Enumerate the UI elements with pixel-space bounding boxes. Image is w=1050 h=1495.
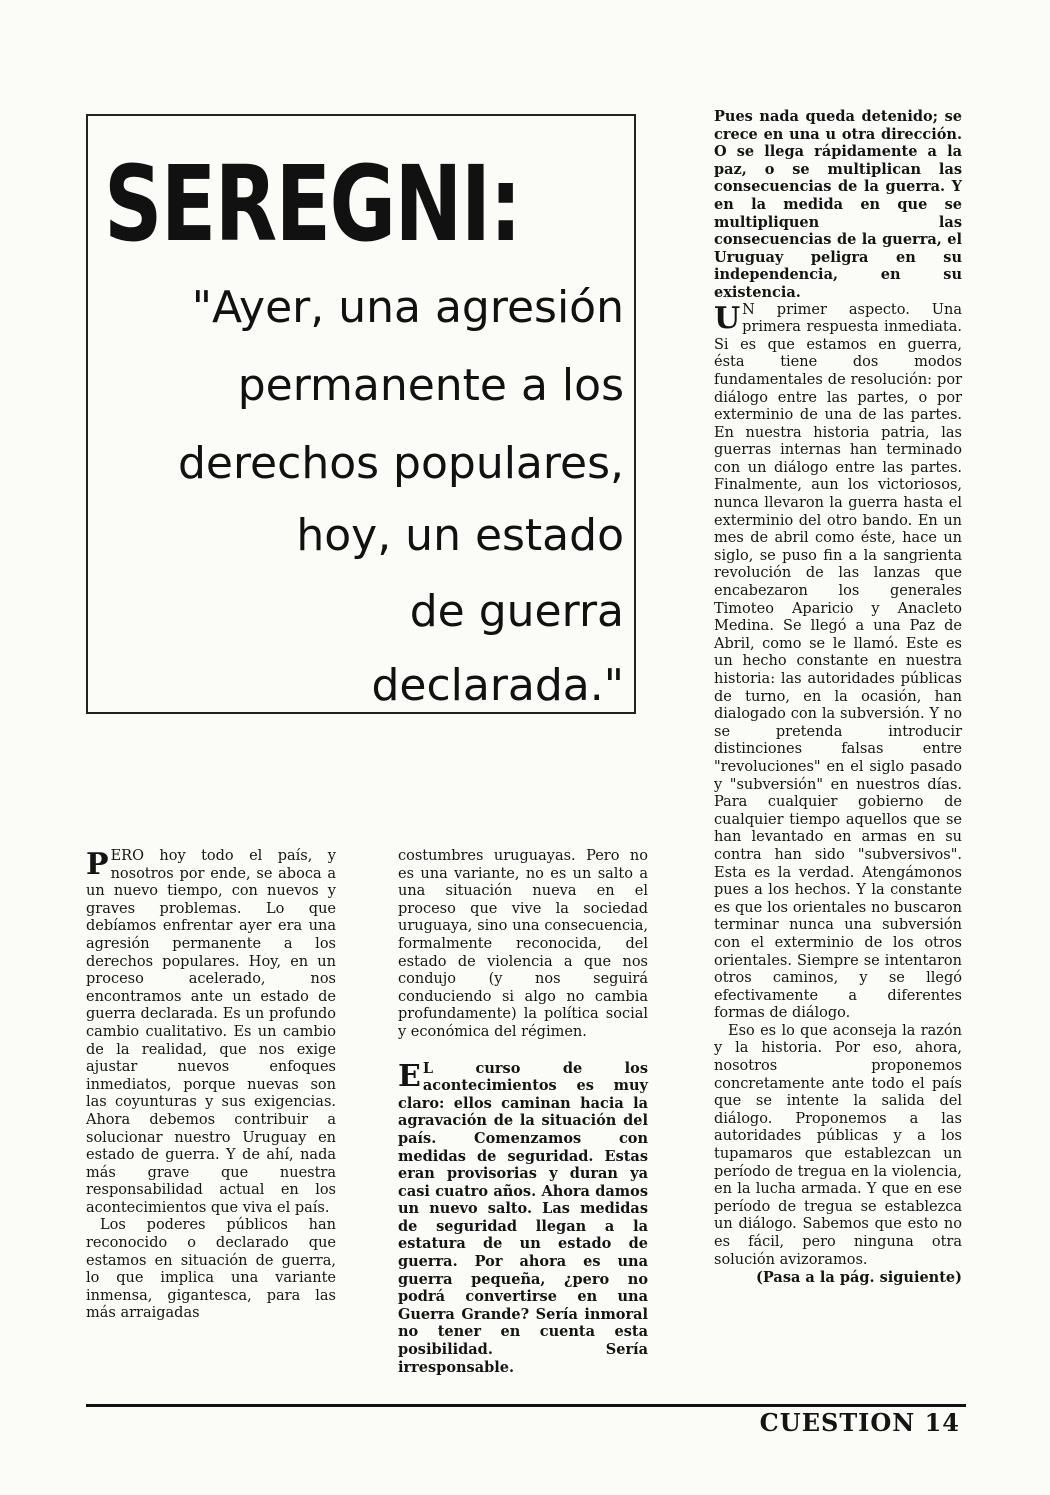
article-column-3 [714, 108, 962, 1287]
paragraph: Pues nada queda detenido; se crece en una u otra dirección. O se llega rápidamente a la paz, o se multiplican las consecuencias de la guerra. Y en la medida en que se multipliquen las consecuencias de la guerra, el Uruguay peligra en su independencia, en su existencia. [714, 108, 962, 301]
footer-rule [86, 1404, 966, 1407]
quote-line-6: declarada." [371, 660, 624, 711]
quote-line-3: derechos populares, [177, 438, 624, 489]
drop-cap: P [86, 847, 109, 882]
headline: SEREGNI: [104, 143, 521, 265]
paragraph: costumbres uruguayas. Pero no es una variante, no es un salto a una situación nueva en el proceso que vive la sociedad uruguaya, sino una consecuencia, formalmente reconocida, del estado de violencia a que nos condujo (y nos seguirá conduciendo si algo no cambia profundamente) la política social y económica del régimen. [398, 848, 648, 1040]
paragraph: Los poderes públicos han reconocido o declarado que estamos en situación de guerra, lo que implica una variante inmensa, gigantesca, para las más arraigadas [86, 1217, 336, 1322]
paragraph [86, 848, 336, 1217]
paragraph-text: L curso de los acontecimientos es muy claro: ellos caminan hacia la agravación de la situación del país. Comenzamos con medidas de seguridad. Estas eran provisorias y duran ya casi cuatro años. Ahora damos un nuevo salto. Las medidas de seguridad llegan a la estatura de un estado de guerra. Por ahora es una guerra pequeña, ¿pero no podrá convertirse en una Guerra Grande? Sería inmoral no tener en cuenta esta posibilidad. Sería irresponsable. [398, 1059, 648, 1376]
headline-box [86, 114, 636, 714]
continued-note: (Pasa a la pág. siguiente) [756, 1269, 962, 1287]
article-column-2 [398, 848, 648, 1376]
paragraph [398, 1060, 648, 1377]
page-footer: CUESTION 14 [759, 1408, 960, 1437]
paragraph [714, 302, 962, 1023]
paragraph-text: N primer aspecto. Una primera respuesta inmediata. Si es que estamos en guerra, ésta tiene dos modos fundamentales de resolución: por diálogo entre las partes, o por exterminio de una de las partes. En nuestra historia patria, las guerras internas han terminado con un diálogo entre las partes. Finalmente, aun los victoriosos, nunca llevaron la guerra hasta el exterminio del otro bando. En un mes de abril como éste, hace un siglo, se puso fin a la sangrienta revolución de las lanzas que encabezaron los generales Timoteo Aparicio y Anacleto Medina. Se llegó a una Paz de Abril, como se le llamó. Este es un hecho constante en nuestra historia: las autoridades públicas de turno, en la ocasión, han dialogado con la subversión. Y no se pretenda introducir distinciones falsas entre "revoluciones" en el siglo pasado y "subversión" en nuestros días. Para cualquier gobierno de cualquier tiempo aquellos que se han levantado en armas en su contra han sido "subversivos". Esta es la verdad. Atengámonos pues a los hechos. Y la constante es que los orientales no buscaron terminar nunca una subversión con el exterminio de los otros orientales. Siempre se intentaron otros caminos, y se llegó efectivamente a diferentes formas de diálogo. [714, 301, 962, 1022]
quote-line-2: permanente a los [237, 360, 624, 411]
drop-cap: U [714, 300, 741, 336]
quote-line-4: hoy, un estado [296, 510, 624, 561]
paragraph: Eso es lo que aconseja la razón y la historia. Por eso, ahora, nosotros proponemos concretamente ante todo el país que se intente la salida del diálogo. Proponemos a las autoridades públicas y a los tupamaros que establezcan un período de tregua en la violencia, en la lucha armada. Y que en ese período de tregua se establezca un diálogo. Sabemos que esto no es fácil, pero ninguna otra solución avizoramos. [714, 1022, 962, 1268]
drop-cap: E [398, 1058, 421, 1094]
quote-line-5: de guerra [409, 586, 624, 637]
paragraph-text: ERO hoy todo el país, y nosotros por ende, se aboca a un nuevo tiempo, con nuevos y graves problemas. Lo que debíamos enfrentar ayer era una agresión permanente a los derechos populares. Hoy, en un proceso acelerado, nos encontramos ante un estado de guerra declarada. Es un profundo cambio cualitativo. Es un cambio de la realidad, que nos exige ajustar nuevos enfoques inmediatos, porque nuevas son las coyunturas y sus exigencias. Ahora debemos contribuir a solucionar nuestro Uruguay en estado de guerra. Y de ahí, nada más grave que nuestra responsabilidad actual en los acontecimientos que viva el país. [86, 848, 336, 1216]
article-column-1 [86, 848, 336, 1323]
quote-line-1: "Ayer, una agresión [191, 282, 624, 333]
